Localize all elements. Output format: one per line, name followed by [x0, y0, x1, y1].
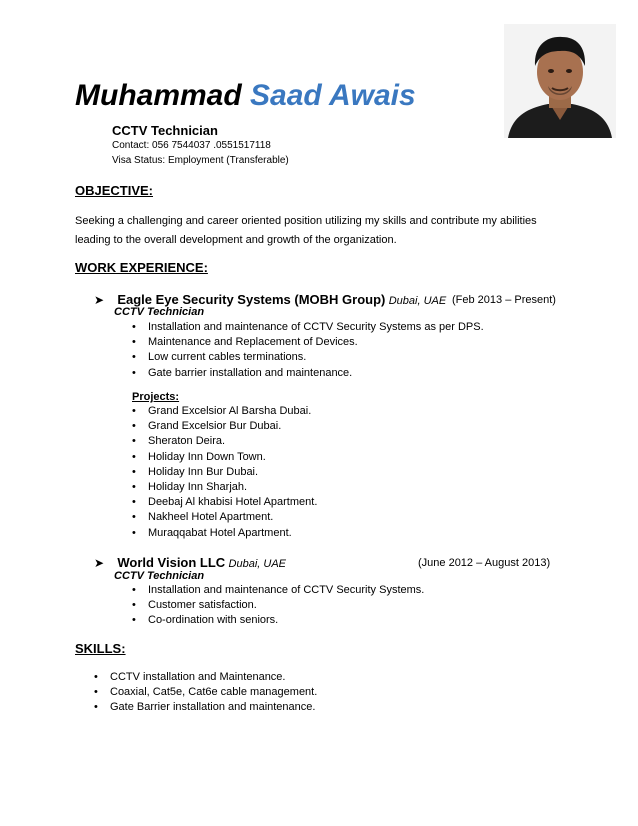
contact-line: Contact: 056 7544037 .0551517118: [112, 140, 271, 151]
job-role: CCTV Technician: [114, 570, 205, 582]
job-header: [94, 292, 446, 307]
list-item: • CCTV installation and Maintenance.: [94, 671, 286, 683]
objective-heading: OBJECTIVE:: [75, 183, 154, 198]
arrow-bullet-icon: ➤: [94, 293, 105, 307]
skills-list: [92, 670, 317, 716]
profile-photo: [504, 24, 616, 138]
job-duties-list: [130, 583, 424, 629]
list-item: • Gate Barrier installation and maintenance.: [94, 701, 316, 714]
objective-text: Seeking a challenging and career oriented position utilizing my skills and contribute my abilities leading to the overall development and growth of the organization.: [75, 215, 537, 246]
list-item: • Grand Excelsior Bur Dubai.: [132, 420, 282, 433]
list-item: • Gate barrier installation and maintenance.: [132, 366, 353, 379]
arrow-bullet-icon: ➤: [94, 556, 105, 570]
job-dates: (June 2012 – August 2013): [418, 557, 551, 569]
projects-list: [130, 404, 317, 541]
list-item: • Sheraton Deira.: [132, 435, 226, 448]
list-item: • Customer satisfaction.: [132, 599, 257, 612]
job-duties-list: [130, 320, 484, 381]
headline-title: CCTV Technician: [112, 123, 218, 138]
company-name: World Vision LLC: [117, 555, 226, 570]
list-item: • Holiday Inn Sharjah.: [132, 480, 248, 493]
list-item: • Installation and maintenance of CCTV Security Systems as per DPS.: [132, 321, 484, 333]
projects-heading: Projects:: [132, 391, 180, 403]
work-experience-heading: WORK EXPERIENCE:: [75, 260, 208, 275]
list-item: • Holiday Inn Bur Dubai.: [132, 465, 259, 478]
list-item: • Low current cables terminations.: [132, 351, 307, 364]
skills-heading: SKILLS:: [75, 641, 126, 656]
list-item: • Maintenance and Replacement of Devices.: [132, 336, 358, 349]
job-location: Dubai, UAE: [228, 558, 287, 570]
list-item: • Coaxial, Cat5e, Cat6e cable management.: [94, 686, 318, 699]
list-item: • Installation and maintenance of CCTV Security Systems.: [132, 584, 425, 596]
job-role: CCTV Technician: [114, 306, 205, 318]
job-header: [94, 555, 286, 570]
list-item: • Holiday Inn Down Town.: [132, 450, 266, 463]
list-item: • Muraqqabat Hotel Apartment.: [132, 526, 292, 539]
list-item: • Grand Excelsior Al Barsha Dubai.: [132, 405, 312, 417]
list-item: • Co-ordination with seniors.: [132, 614, 279, 627]
profile-photo-image: [504, 24, 616, 138]
first-name: Muhammad: [75, 79, 242, 112]
job-dates: (Feb 2013 – Present): [452, 294, 556, 306]
visa-status: Visa Status: Employment (Transferable): [112, 155, 289, 166]
list-item: • Deebaj Al khabisi Hotel Apartment.: [132, 496, 318, 509]
candidate-name: [75, 78, 416, 114]
job-location: Dubai, UAE: [388, 295, 447, 307]
company-name: Eagle Eye Security Systems (MOBH Group): [117, 292, 386, 307]
last-name: Saad Awais: [250, 79, 416, 112]
list-item: • Nakheel Hotel Apartment.: [132, 511, 274, 524]
